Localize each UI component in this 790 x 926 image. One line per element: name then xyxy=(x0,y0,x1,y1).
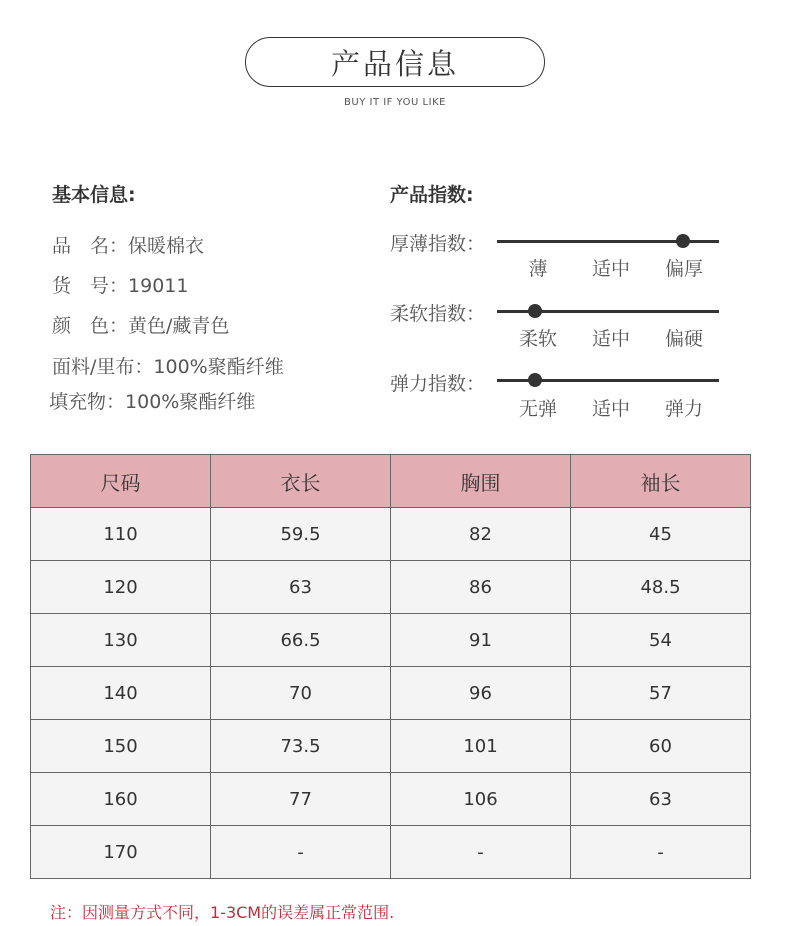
basic-info-item-number xyxy=(52,271,188,298)
basic-info-filling xyxy=(49,387,255,414)
table-cell: 170 xyxy=(31,826,211,879)
thickness-tick-medium: 适中 xyxy=(591,258,630,280)
table-cell: 66.5 xyxy=(211,614,391,667)
page-subtitle: BUY IT IF YOU LIKE xyxy=(344,97,446,108)
table-cell: 91 xyxy=(391,614,571,667)
softness-tick-medium: 适中 xyxy=(591,328,630,350)
table-cell: 160 xyxy=(31,773,211,826)
table-row xyxy=(31,614,751,667)
table-cell: 63 xyxy=(571,773,751,826)
basic-info-heading: 基本信息: xyxy=(52,184,136,206)
page-title: 产品信息 xyxy=(245,37,545,87)
table-cell: 45 xyxy=(571,508,751,561)
table-cell: 57 xyxy=(571,667,751,720)
table-row xyxy=(31,561,751,614)
elasticity-tick-medium: 适中 xyxy=(591,398,630,420)
softness-slider xyxy=(497,310,719,313)
table-cell: 82 xyxy=(391,508,571,561)
thickness-tick-thin: 薄 xyxy=(528,258,548,280)
basic-info-value: 19011 xyxy=(128,275,189,297)
table-cell: 110 xyxy=(31,508,211,561)
table-cell: 59.5 xyxy=(211,508,391,561)
basic-info-name xyxy=(52,231,204,258)
table-cell: 150 xyxy=(31,720,211,773)
column-header-sleeve: 袖长 xyxy=(571,455,751,508)
table-row xyxy=(31,826,751,879)
product-index-heading: 产品指数: xyxy=(390,184,474,206)
table-header-row xyxy=(31,455,751,508)
table-cell: 48.5 xyxy=(571,561,751,614)
table-cell: 70 xyxy=(211,667,391,720)
basic-info-label: 面料/里布： xyxy=(52,356,154,378)
softness-tick-hard: 偏硬 xyxy=(664,328,703,350)
table-cell: 63 xyxy=(211,561,391,614)
column-header-length: 衣长 xyxy=(211,455,391,508)
basic-info-fabric xyxy=(52,352,284,379)
table-cell: 60 xyxy=(571,720,751,773)
size-table xyxy=(30,454,751,879)
basic-info-value: 100%聚酯纤维 xyxy=(125,391,256,413)
table-row xyxy=(31,667,751,720)
basic-info-value: 黄色/藏青色 xyxy=(128,315,230,337)
basic-info-label: 颜 色： xyxy=(52,315,129,337)
basic-info-value: 保暖棉衣 xyxy=(128,235,205,257)
table-cell: 73.5 xyxy=(211,720,391,773)
table-cell: 120 xyxy=(31,561,211,614)
table-cell: 77 xyxy=(211,773,391,826)
thickness-tick-thick: 偏厚 xyxy=(664,258,703,280)
table-cell: 96 xyxy=(391,667,571,720)
table-row xyxy=(31,508,751,561)
basic-info-label: 货 号： xyxy=(52,275,129,297)
table-cell: 106 xyxy=(391,773,571,826)
elasticity-slider xyxy=(497,379,719,382)
elasticity-slider-knob xyxy=(528,373,542,387)
table-cell: 101 xyxy=(391,720,571,773)
table-row xyxy=(31,720,751,773)
basic-info-value: 100%聚酯纤维 xyxy=(153,356,284,378)
column-header-size: 尺码 xyxy=(31,455,211,508)
table-cell: - xyxy=(571,826,751,879)
elasticity-tick-stretch: 弹力 xyxy=(664,398,703,420)
table-cell: 140 xyxy=(31,667,211,720)
elasticity-tick-none: 无弹 xyxy=(518,398,557,420)
elasticity-index-label: 弹力指数： xyxy=(390,373,486,395)
measurement-note: 注：因测量方式不同，1-3CM的误差属正常范围. xyxy=(50,903,395,922)
basic-info-label: 品 名： xyxy=(52,235,129,257)
softness-slider-knob xyxy=(528,304,542,318)
table-row xyxy=(31,773,751,826)
table-cell: 54 xyxy=(571,614,751,667)
thickness-slider xyxy=(497,240,719,243)
table-cell: 130 xyxy=(31,614,211,667)
table-cell: - xyxy=(391,826,571,879)
basic-info-color xyxy=(52,311,229,338)
table-cell: 86 xyxy=(391,561,571,614)
thickness-index-label: 厚薄指数： xyxy=(390,233,486,255)
column-header-chest: 胸围 xyxy=(391,455,571,508)
basic-info-label: 填充物： xyxy=(49,391,126,413)
thickness-slider-knob xyxy=(676,234,690,248)
table-cell: - xyxy=(211,826,391,879)
softness-tick-soft: 柔软 xyxy=(518,328,557,350)
softness-index-label: 柔软指数： xyxy=(390,303,486,325)
